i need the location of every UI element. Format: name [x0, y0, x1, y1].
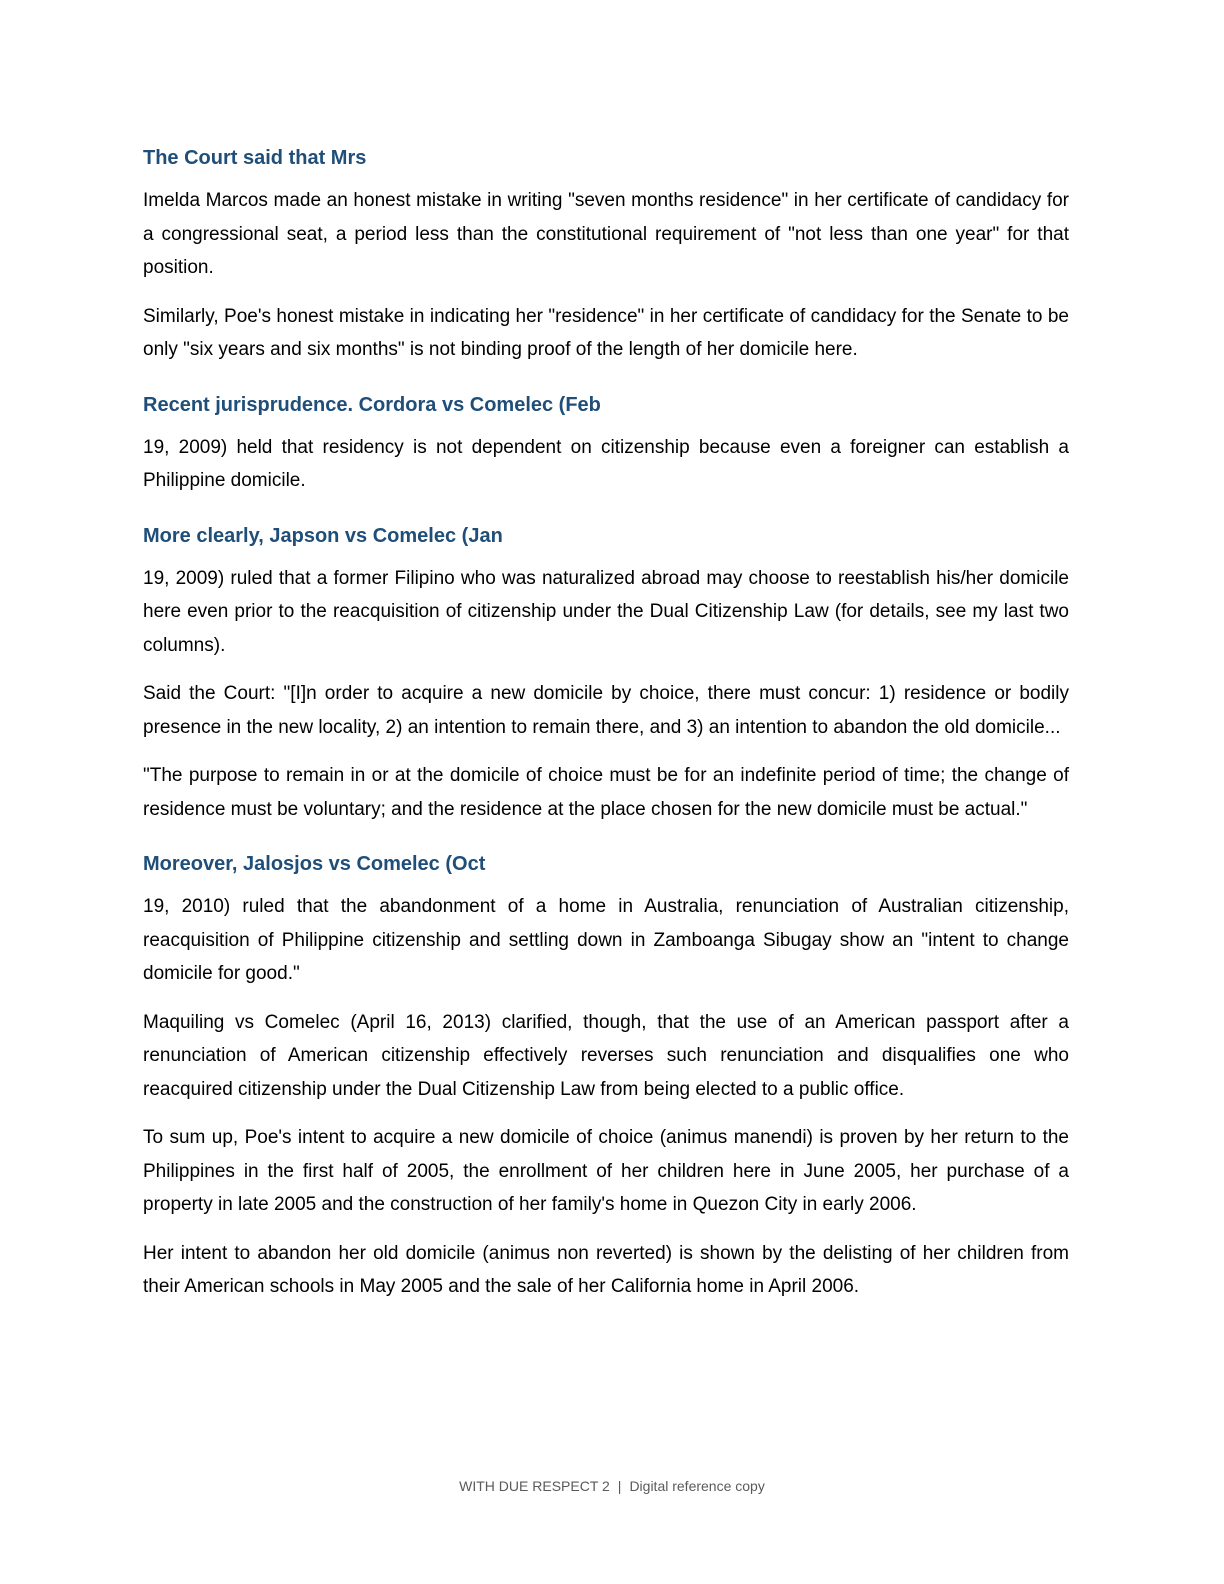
- section-heading: Recent jurisprudence. Cordora vs Comelec (Feb: [143, 393, 601, 416]
- paragraph: Said the Court: "[I]n order to acquire a new domicile by choice, there must concur: 1) residence or bodily presence in the new locality, 2) an intention to remain there, and 3) an intention to abandon the old domicile...: [143, 683, 1069, 738]
- footer-separator: |: [617, 1478, 622, 1494]
- footer-title: WITH DUE RESPECT 2: [459, 1478, 610, 1494]
- footer-note: Digital reference copy: [629, 1478, 765, 1494]
- paragraph: Maquiling vs Comelec (April 16, 2013) clarified, though, that the use of an American passport after a renunciation of American citizenship effectively reverses such renunciation and disqualifies one who reacquired citizenship under the Dual Citizenship Law from being elected to a public office.: [143, 1011, 1069, 1100]
- paragraph: 19, 2010) ruled that the abandonment of a home in Australia, renunciation of Australian citizenship, reacquisition of Philippine citizenship and settling down in Zamboanga Sibugay show an "intent to change domicile for good.": [143, 896, 1069, 984]
- paragraph: Her intent to abandon her old domicile (animus non reverted) is shown by the delisting of her children from their American schools in May 2005 and the sale of her California home in April 2006.: [143, 1242, 1069, 1297]
- page-footer: [0, 1478, 1224, 1494]
- paragraph: "The purpose to remain in or at the domicile of choice must be for an indefinite period of time; the change of residence must be voluntary; and the residence at the place chosen for the new domicile must be actual.": [143, 765, 1069, 820]
- section-heading: The Court said that Mrs: [143, 147, 367, 169]
- paragraph: Similarly, Poe's honest mistake in indicating her "residence" in her certificate of candidacy for the Senate to be only "six years and six months" is not binding proof of the length of her domicile here.: [143, 305, 1069, 360]
- paragraph: Imelda Marcos made an honest mistake in writing "seven months residence" in her certificate of candidacy for a congressional seat, a period less than the constitutional requirement of "not less than one year" for that position.: [143, 190, 1069, 278]
- paragraph: 19, 2009) ruled that a former Filipino who was naturalized abroad may choose to reestablish his/her domicile here even prior to the reacquisition of citizenship under the Dual Citizenship Law (for details, see my last two columns).: [143, 567, 1069, 656]
- section-heading: More clearly, Japson vs Comelec (Jan: [143, 524, 503, 547]
- paragraph: 19, 2009) held that residency is not dependent on citizenship because even a foreigner can establish a Philippine domicile.: [143, 436, 1069, 491]
- paragraph: To sum up, Poe's intent to acquire a new domicile of choice (animus manendi) is proven by her return to the Philippines in the first half of 2005, the enrollment of her children here in June 2005, her purchase of a property in late 2005 and the construction of her family's home in Quezon City in early 2006.: [143, 1127, 1069, 1215]
- section-heading: Moreover, Jalosjos vs Comelec (Oct: [143, 853, 486, 875]
- document-body: [143, 140, 1069, 1319]
